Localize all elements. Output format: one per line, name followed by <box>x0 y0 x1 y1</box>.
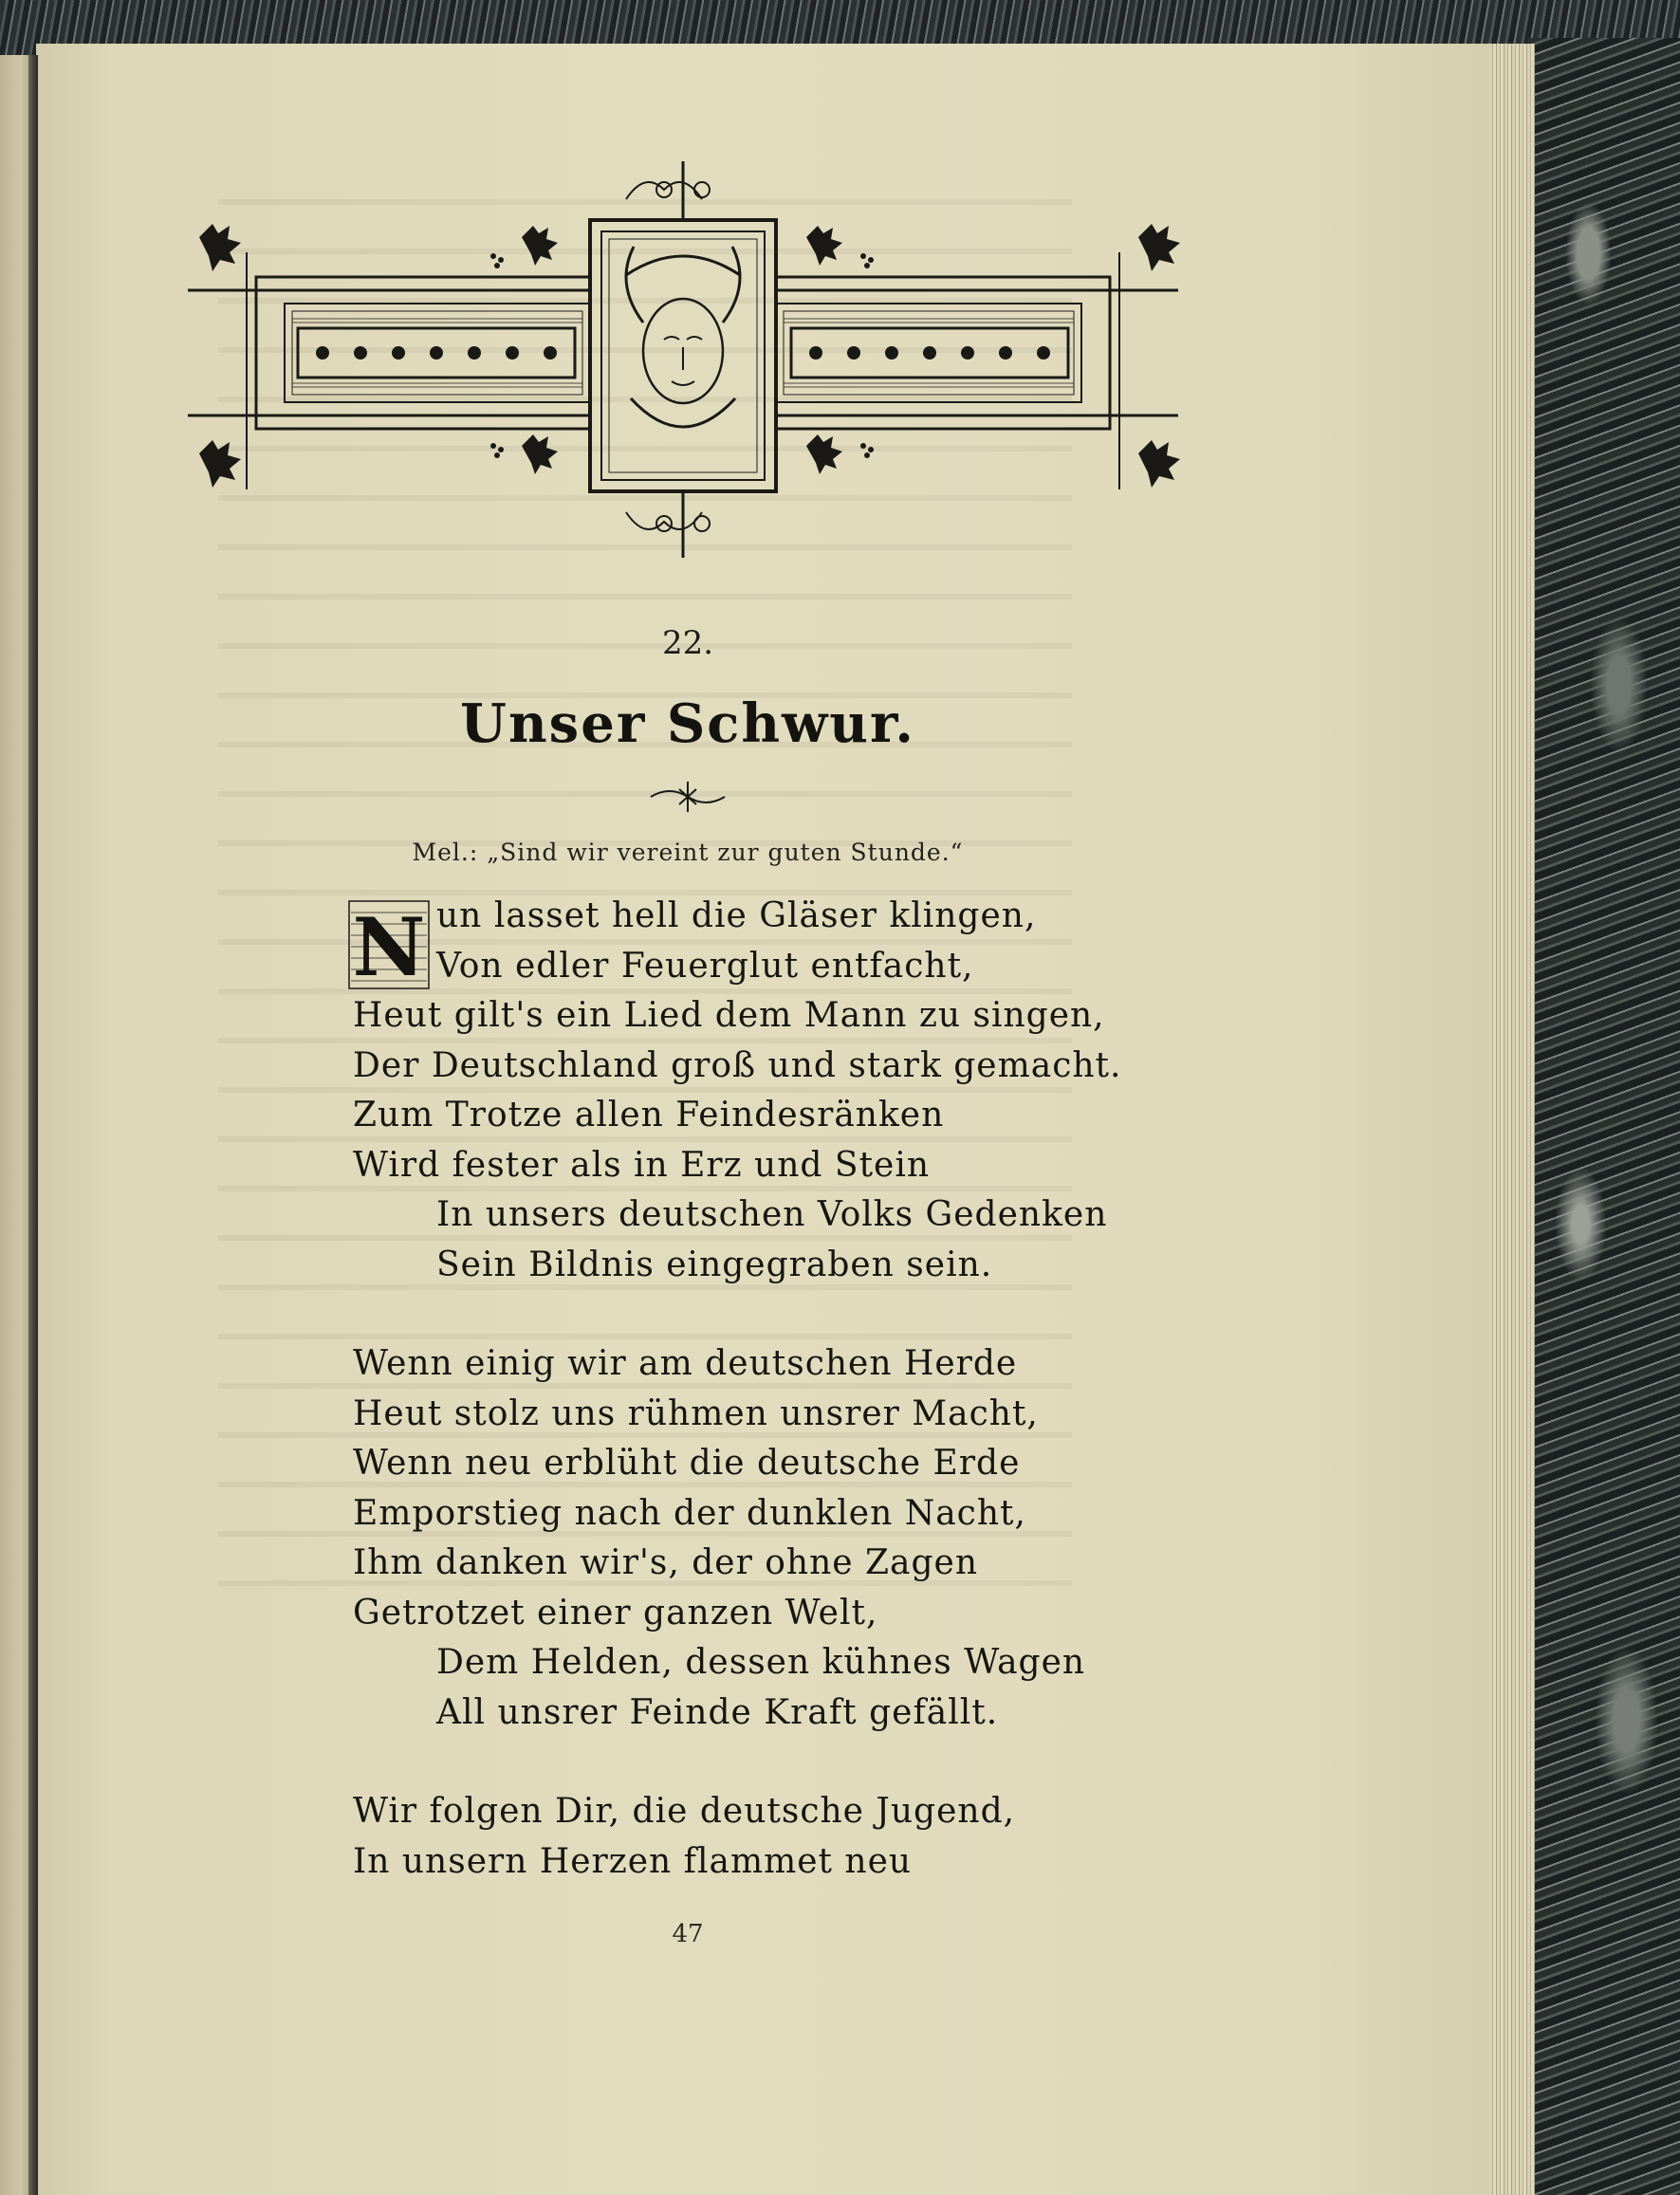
poem-title: Unser Schwur. <box>460 692 915 755</box>
poem-line: Wenn neu erblüht die deutsche Erde <box>353 1444 1021 1483</box>
poem-line: Der Deutschland groß und stark gemacht. <box>353 1045 1122 1085</box>
svg-text:N: N <box>352 900 426 990</box>
poem-line: Zum Trotze allen Feindesränken <box>353 1096 945 1134</box>
poem-line: Von edler Feuerglut entfacht, <box>436 946 974 986</box>
poem-line: In unsern Herzen flammet neu <box>353 1841 913 1881</box>
poem-line: Emporstieg nach der dunklen Nacht, <box>353 1493 1026 1533</box>
stanza-3 <box>353 1787 1207 1887</box>
poem-line: Wenn einig wir am deutschen Herde <box>353 1344 1018 1383</box>
melody-note: Mel.: „Sind wir vereint zur guten Stunde.“ <box>412 839 964 866</box>
poem-line: Ihm danken wir's, der ohne Zagen <box>353 1543 979 1582</box>
poem-body <box>353 892 1207 1887</box>
poem-line: Wir folgen Dir, die deutsche Jugend, <box>353 1792 1016 1831</box>
dropcap-initial <box>347 899 431 990</box>
stanza-2 <box>353 1339 1207 1738</box>
poem-line: Dem Helden, dessen kühnes Wagen <box>436 1643 1086 1682</box>
poem-line: Heut gilt's ein Lied dem Mann zu singen, <box>353 996 1105 1035</box>
poem-line: Getrotzet einer ganzen Welt, <box>353 1593 878 1632</box>
page-stack-edge <box>1489 44 1535 2195</box>
marbled-endpaper <box>1527 38 1680 2195</box>
book-gutter <box>28 55 38 2195</box>
title-divider-ornament <box>645 778 730 816</box>
poem-line: Wird fester als in Erz und Stein <box>353 1145 931 1185</box>
poem-line: In unsers deutschen Volks Gedenken <box>436 1195 1108 1234</box>
poem-line: Sein Bildnis eingegraben sein. <box>436 1245 993 1284</box>
poem-line: All unsrer Feinde Kraft gefällt. <box>436 1692 999 1732</box>
poem-line: Heut stolz uns rühmen unsrer Macht, <box>353 1393 1039 1433</box>
ornamental-headpiece <box>180 161 1186 560</box>
poem-number: 22. <box>661 624 714 662</box>
page-number: 47 <box>672 1920 704 1948</box>
poem-line: un lasset hell die Gläser klingen, <box>436 896 1037 935</box>
stanza-1 <box>353 892 1207 1290</box>
